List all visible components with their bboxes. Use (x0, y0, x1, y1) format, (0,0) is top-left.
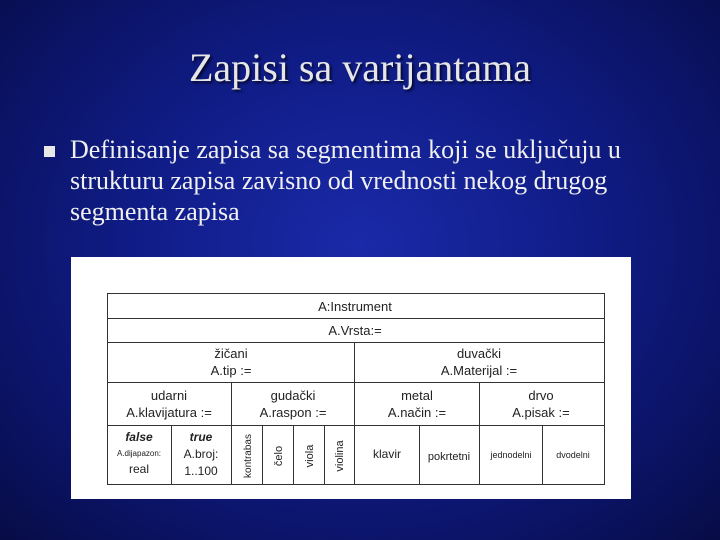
group-metal-label: metal (401, 388, 433, 403)
leaf-true-type: 1..100 (184, 464, 218, 478)
variant-duvacki-label: duvački (456, 346, 502, 361)
diagram-canvas (71, 257, 631, 499)
variant-duvacki-selector: A.Materijal := (440, 363, 518, 378)
slide-title: Zapisi sa varijantama (188, 45, 532, 90)
leaf-jednodelni: jednodelni (490, 450, 532, 460)
group-metal-selector: A.način := (387, 405, 447, 420)
group-gudacki-label: gudački (270, 388, 316, 403)
leaf-true-field: A.broj: (183, 447, 219, 461)
leaf-true-label: true (189, 430, 213, 444)
group-udarni-label: udarni (150, 388, 188, 403)
leaf-violina: violina (334, 440, 346, 472)
group-udarni-selector: A.klavijatura := (126, 405, 212, 420)
root-label: A:Instrument (318, 299, 392, 314)
group-drvo-selector: A.pisak := (512, 405, 570, 420)
bullet-text: Definisanje zapisa sa segmentima koji se uključuju u strukturu zapisa zavisno od vrednosti nekog drugog segmenta zapisa (70, 135, 621, 226)
group-gudacki-selector: A.raspon := (259, 405, 327, 420)
bullet-square-icon (44, 146, 55, 157)
group-drvo-label: drvo (528, 388, 554, 403)
leaf-kontrabas: kontrabas (243, 434, 254, 478)
variant-zicani-selector: A.tip := (210, 363, 252, 378)
root-selector: A.Vrsta:= (328, 323, 382, 338)
leaf-false-field: A.dijapazon: (116, 449, 162, 458)
leaf-dvodelni: dvodelni (556, 450, 590, 460)
leaf-viola: viola (304, 444, 316, 468)
variant-zicani-label: žičani (214, 346, 248, 361)
leaf-false-type: real (128, 462, 150, 476)
leaf-klavir: klavir (372, 447, 402, 461)
leaf-celo: čelo (273, 445, 285, 467)
leaf-pokrtetni: pokrtetni (427, 451, 471, 463)
variant-record-diagram (71, 257, 631, 499)
leaf-false-label: false (125, 430, 153, 444)
